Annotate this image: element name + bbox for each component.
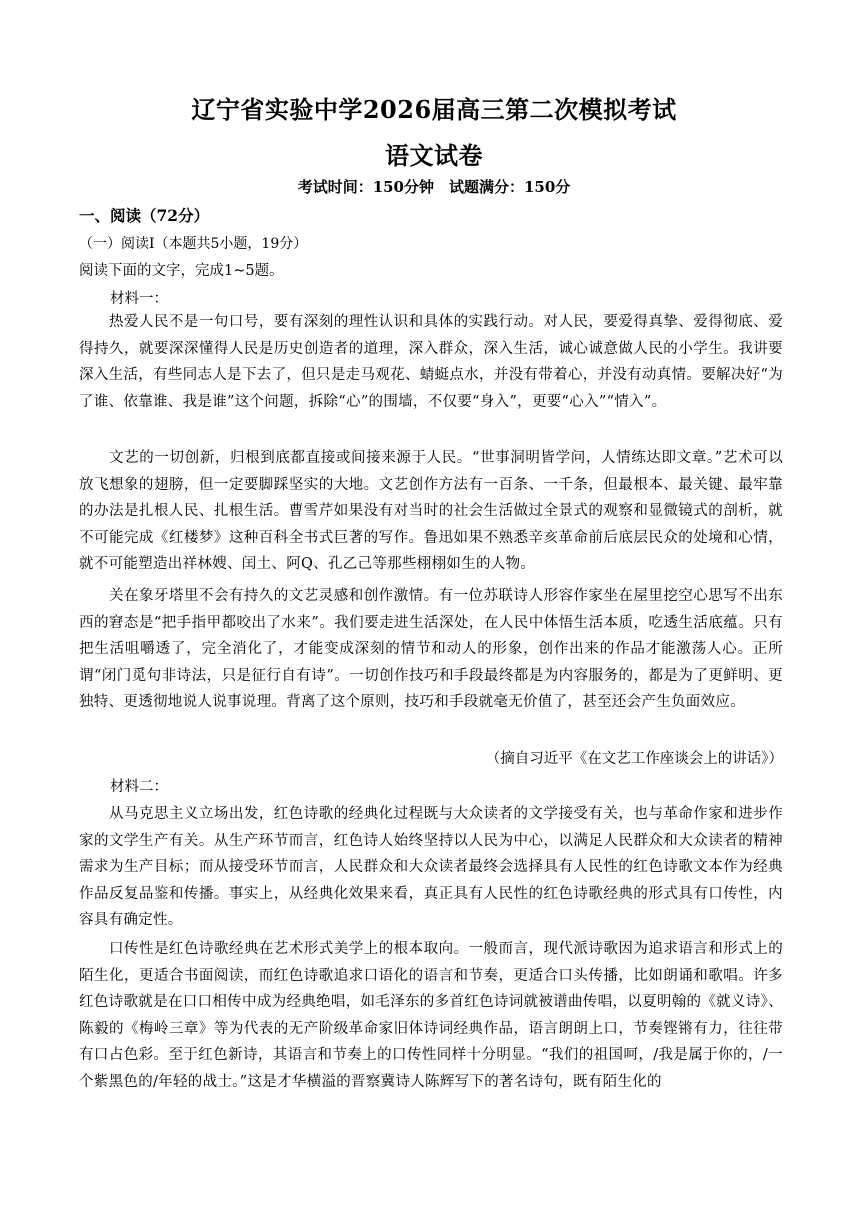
exam-info: 考试时间：150分钟 试题满分：150分: [297, 178, 571, 196]
material-one-paragraph: 热爱人民不是一句口号，要有深刻的理性认识和具体的实践行动。对人民，要爱得真挚、爱得彻底、爱得持久，就要深深懂得人民是历史创造者的道理，深入群众，深入生活，诚心诚意做人民的小学生。我讲要深入生活，有些同志人是下去了，但只是走马观花、蜻蜓点水，并没有带着心，并没有动真情。要解决好“为了谁、依靠谁、我是谁”这个问题，拆除“心”的围墙，不仅要“身入”，更要“心入”“情入”。: [79, 314, 783, 410]
material-two-paragraph: 从马克思主义立场出发，红色诗歌的经典化过程既与大众读者的文学接受有关，也与革命作家和进步作家的文学生产有关。从生产环节而言，红色诗人始终坚持以人民为中心，以满足人民群众和大众读者的精神需求为生产目标；而从接受环节而言，人民群众和大众读者最终会选择具有人民性的红色诗歌文本作为经典作品反复品鉴和传播。事实上，从经典化效果来看，真正具有人民性的红色诗歌经典的形式具有口传性，内容具有确定性。: [79, 806, 783, 928]
subsection-heading: （一）阅读Ⅰ（本题共5小题，19分）: [79, 236, 308, 252]
section-heading: 一、阅读（72分）: [79, 206, 210, 225]
material-one-paragraph: 文艺的一切创新，归根到底都直接或间接来源于人民。“世事洞明皆学问，人情练达即文章。”艺术可以放飞想象的翅膀，但一定要脚踩坚实的大地。文艺创作方法有一百条、一千条，但最根本、最关键、最牢靠的办法是扎根人民、扎根生活。曹雪芹如果没有对当时的社会生活做过全景式的观察和显微镜式的剖析，就不可能完成《红楼梦》这种百科全书式巨著的写作。鲁迅如果不熟悉辛亥革命前后底层民众的处境和心情，就不可能塑造出祥林嫂、闰土、阿Q、孔乙己等那些栩栩如生的人物。: [79, 450, 783, 572]
material-two-paragraph: 口传性是红色诗歌经典在艺术形式美学上的根本取向。一般而言，现代派诗歌因为追求语言和形式上的陌生化，更适合书面阅读，而红色诗歌追求口语化的语言和节奏，更适合口头传播，比如朗诵和歌唱。许多红色诗歌就是在口口相传中成为经典绝唱，如毛泽东的多首红色诗词就被谱曲传唱，以夏明翰的《就义诗》、陈毅的《梅岭三章》等为代表的无产阶级革命家旧体诗词经典作品，语言朗朗上口，节奏铿锵有力，往往带有口占色彩。至于红色新诗，其语言和节奏上的口传性同样十分明显。“我们的祖国呵，/我是属于你的，/一个紫黑色的/年轻的战士。”这是才华横溢的晋察冀诗人陈辉写下的著名诗句，既有陌生化的: [79, 941, 783, 1090]
instruction-text: 阅读下面的文字，完成1~5题。: [79, 263, 284, 279]
paper-subtitle: 语文试卷: [385, 141, 483, 170]
material-two-label: 材料二：: [110, 779, 168, 795]
material-one-paragraph: 关在象牙塔里不会有持久的文艺灵感和创作激情。有一位苏联诗人形容作家坐在屋里挖空心思写不出东西的窘态是“把手指甲都咬出了水来”。我们要走进生活深处，在人民中体悟生活本质，吃透生活底蕴。只有把生活咀嚼透了，完全消化了，才能变成深刻的情节和动人的形象，创作出来的作品才能激荡人心。正所谓“闭门觅句非诗法，只是征行自有诗”。一切创作技巧和手段最终都是为内容服务的，都是为了更鲜明、更独特、更透彻地说人说事说理。背离了这个原则，技巧和手段就毫无价值了，甚至还会产生负面效应。: [79, 588, 783, 710]
material-one-source: （摘自习近平《在文艺工作座谈会上的讲话》）: [485, 751, 783, 767]
material-one-label: 材料一：: [110, 291, 168, 307]
exam-title: 辽宁省实验中学2026届高三第二次模拟考试: [191, 95, 677, 124]
